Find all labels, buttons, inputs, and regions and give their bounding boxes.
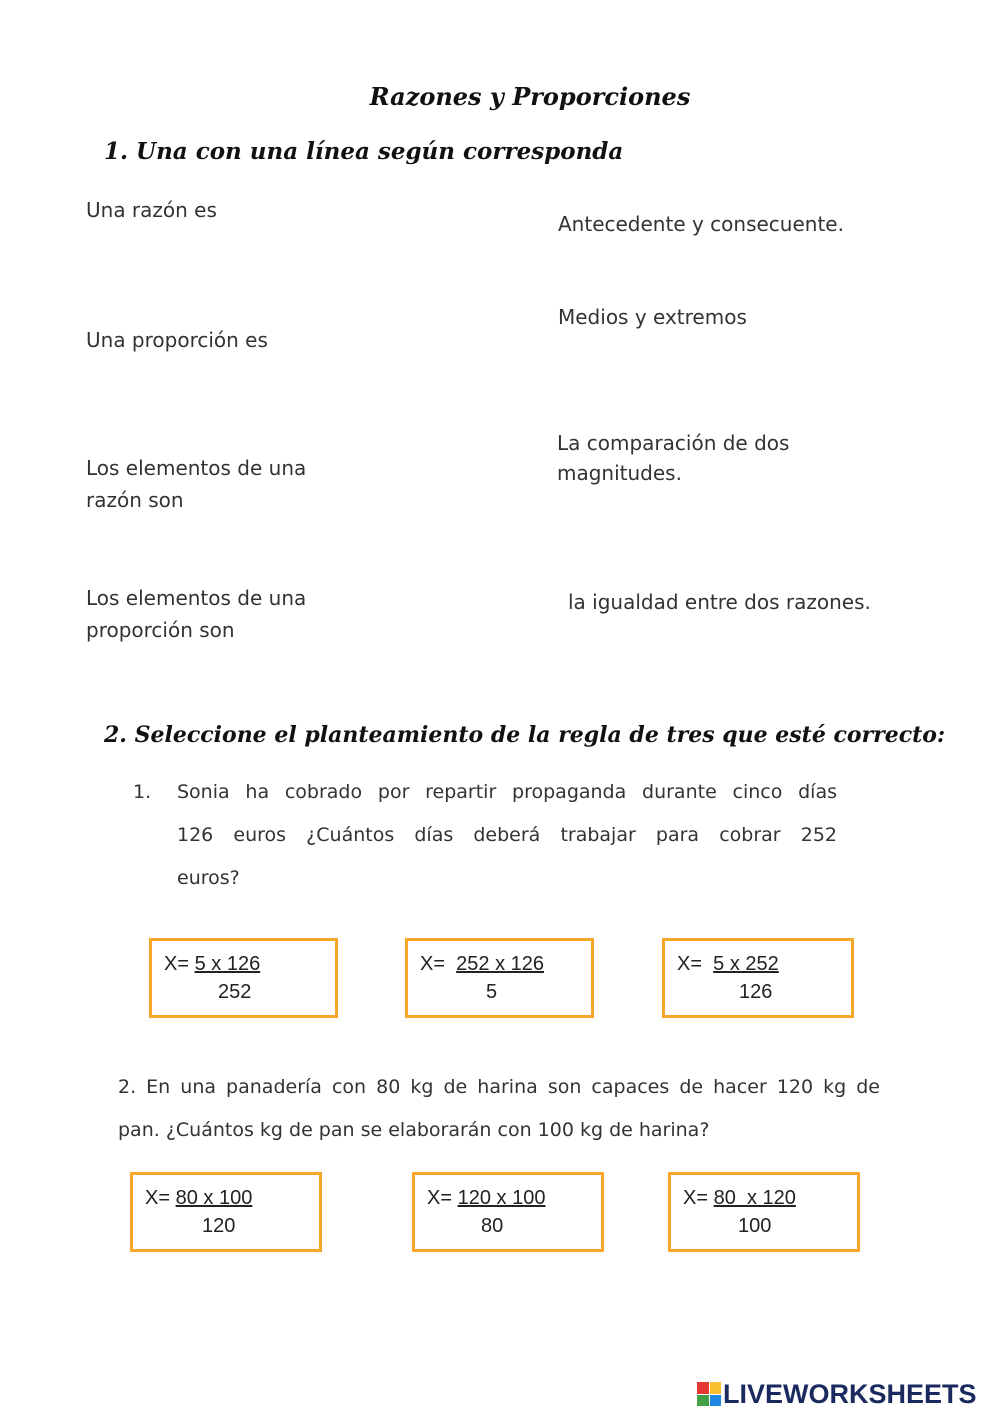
- problem1-line-3: euros?: [177, 867, 240, 889]
- option-prefix: X=: [145, 1187, 171, 1209]
- left-item-2-line: Una proporción es: [86, 328, 268, 352]
- left-item-4-line-2: proporción son: [86, 618, 235, 642]
- right-item-2-line: Medios y extremos: [558, 305, 747, 329]
- logo-square-red: [697, 1382, 709, 1394]
- right-item-1[interactable]: [558, 208, 844, 240]
- problem1-line-1: Sonia ha cobrado por repartir propaganda durante cinco días: [177, 781, 837, 803]
- option-prefix: X=: [164, 953, 190, 975]
- right-item-3-line-1: La comparación de dos: [557, 431, 790, 455]
- problem1-option-1[interactable]: [149, 938, 338, 1018]
- liveworksheets-logo-icon: [697, 1382, 721, 1406]
- left-item-4[interactable]: [86, 582, 306, 646]
- right-item-2[interactable]: [558, 301, 747, 333]
- left-item-1[interactable]: [86, 194, 217, 226]
- liveworksheets-logo-text: LIVEWORKSHEETS: [723, 1378, 977, 1409]
- problem2-option-2[interactable]: [412, 1172, 604, 1252]
- logo-square-yellow: [710, 1382, 722, 1394]
- option-prefix: X=: [420, 953, 446, 975]
- left-item-2[interactable]: [86, 324, 268, 356]
- option-numerator: 120 x 100: [457, 1187, 546, 1209]
- option-numerator: 5 x 126: [194, 953, 261, 975]
- option-prefix: X=: [677, 953, 703, 975]
- problem2-option-3[interactable]: [668, 1172, 860, 1252]
- left-item-3-line-2: razón son: [86, 488, 184, 512]
- option-numerator: 80 x 120: [713, 1187, 796, 1209]
- problem1-line-2: 126 euros ¿Cuántos días deberá trabajar para cobrar 252: [177, 824, 837, 846]
- problem1-option-2[interactable]: [405, 938, 594, 1018]
- option-numerator: 80 x 100: [175, 1187, 253, 1209]
- problem1-text: [177, 771, 837, 900]
- option-denominator: 126: [739, 981, 773, 1003]
- right-item-4-line: la igualdad entre dos razones.: [568, 590, 871, 614]
- left-item-1-line: Una razón es: [86, 198, 217, 222]
- option-prefix: X=: [427, 1187, 453, 1209]
- problem2-line-1: 2. En una panadería con 80 kg de harina son capaces de hacer 120 kg de: [118, 1076, 880, 1098]
- left-item-3-line-1: Los elementos de una: [86, 456, 307, 480]
- option-denominator: 80: [481, 1215, 504, 1237]
- right-item-4[interactable]: [568, 586, 871, 618]
- section2-heading: 2. Seleccione el planteamiento de la regla de tres que esté correcto:: [104, 722, 946, 748]
- left-item-3[interactable]: [86, 452, 306, 516]
- option-denominator: 5: [486, 981, 498, 1003]
- option-numerator: 5 x 252: [713, 953, 779, 975]
- section1-heading: 1. Una con una línea según corresponda: [104, 138, 624, 165]
- right-item-3-line-2: magnitudes.: [557, 461, 682, 485]
- worksheet-title: Razones y Proporciones: [369, 82, 691, 111]
- option-numerator: 252 x 126: [456, 953, 545, 975]
- right-item-3[interactable]: [557, 428, 789, 488]
- problem2-text: [118, 1066, 880, 1152]
- problem2-option-1[interactable]: [130, 1172, 322, 1252]
- problem1-option-3[interactable]: [662, 938, 854, 1018]
- problem1-number: 1.: [133, 781, 152, 803]
- logo-square-green: [697, 1395, 709, 1407]
- problem2-line-2: pan. ¿Cuántos kg de pan se elaborarán con 100 kg de harina?: [118, 1119, 710, 1141]
- left-item-4-line-1: Los elementos de una: [86, 586, 307, 610]
- right-item-1-line: Antecedente y consecuente.: [558, 212, 844, 236]
- liveworksheets-logo: [697, 1378, 977, 1410]
- option-denominator: 120: [202, 1215, 236, 1237]
- logo-square-blue: [710, 1395, 722, 1407]
- option-denominator: 100: [738, 1215, 772, 1237]
- option-denominator: 252: [218, 981, 252, 1003]
- option-prefix: X=: [683, 1187, 709, 1209]
